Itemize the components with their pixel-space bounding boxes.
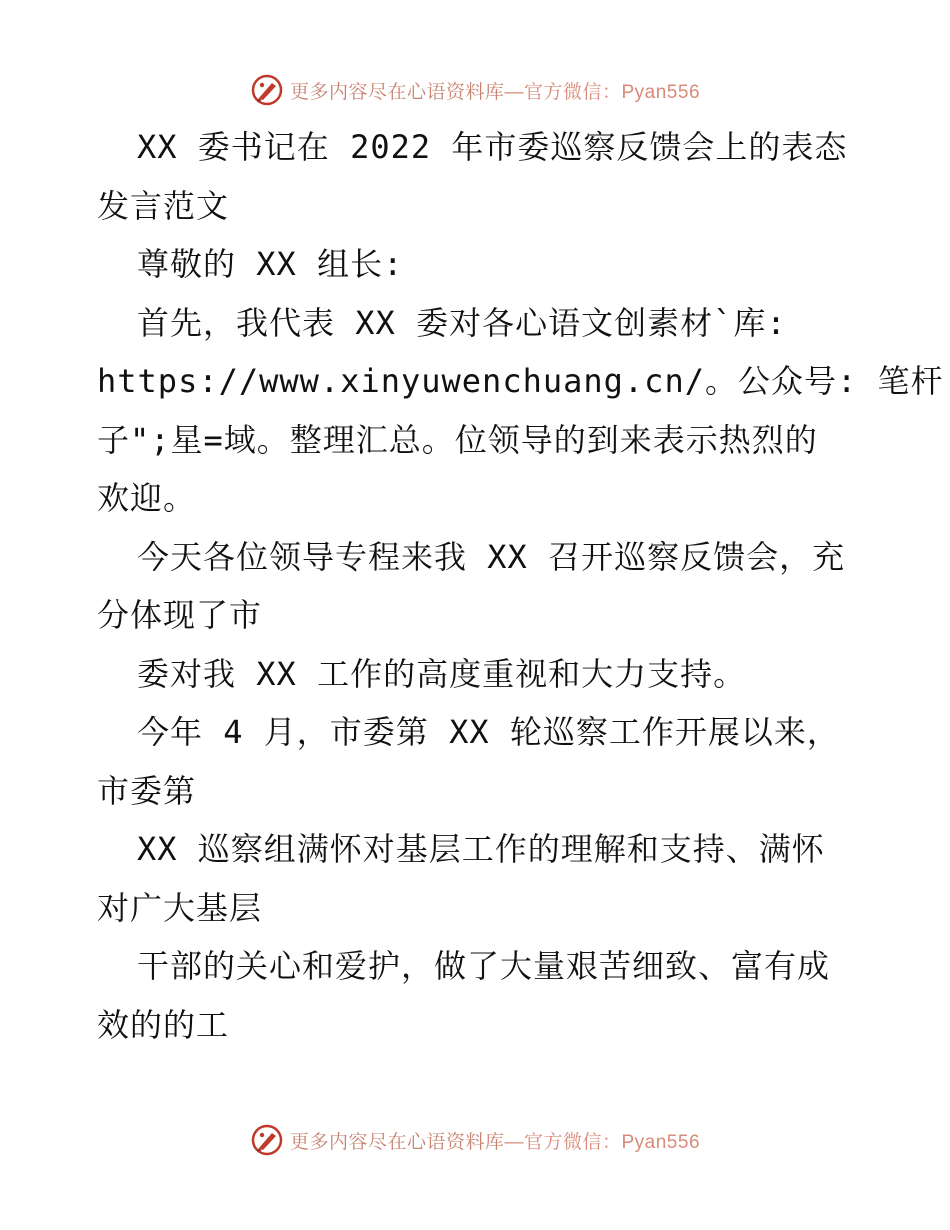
banner-site-text: 更多内容尽在心语资料库 bbox=[289, 1130, 505, 1153]
document-body bbox=[97, 118, 944, 1054]
paragraph-line: 今天各位领导专程来我 XX 召开巡察反馈会，充 bbox=[137, 537, 846, 576]
title-line-2: 发言范文 bbox=[97, 186, 230, 225]
banner-wechat-text: —官方微信：Pyan556 bbox=[504, 1131, 701, 1153]
paragraph-line: XX 巡察组满怀对基层工作的理解和支持、满怀 bbox=[137, 830, 825, 868]
banner-site-text: 更多内容尽在心语资料库 bbox=[289, 80, 505, 103]
footer-banner bbox=[0, 1120, 950, 1160]
paragraph-line: 效的的工 bbox=[97, 1005, 230, 1044]
paragraph-line: https://www.xinyuwenchuang.cn/。公众号: 笔杆 bbox=[97, 362, 944, 400]
banner-wechat-text: —官方微信：Pyan556 bbox=[504, 81, 701, 103]
pen-logo-icon bbox=[250, 1123, 284, 1157]
paragraph-line: 分体现了市 bbox=[97, 596, 263, 634]
banner-text bbox=[290, 1127, 700, 1154]
paragraph-line: 市委第 bbox=[97, 771, 197, 810]
paragraph-line: 委对我 XX 工作的高度重视和大力支持。 bbox=[137, 654, 747, 693]
paragraph-line: 对广大基层 bbox=[97, 888, 263, 927]
salutation: 尊敬的 XX 组长: bbox=[137, 245, 404, 283]
banner-text bbox=[290, 77, 700, 104]
paragraph-line: 欢迎。 bbox=[97, 479, 197, 517]
paragraph-line: 今年 4 月，市委第 XX 轮巡察工作开展以来， bbox=[137, 713, 840, 751]
header-banner bbox=[0, 70, 950, 110]
pen-logo-icon bbox=[250, 73, 284, 107]
paragraph-line: 子";星=域。整理汇总。位领导的到来表示热烈的 bbox=[97, 420, 818, 459]
paragraph-line: 干部的关心和爱护，做了大量艰苦细致、富有成 bbox=[137, 947, 831, 985]
paragraph-line: 首先，我代表 XX 委对各心语文创素材`库: bbox=[137, 303, 787, 342]
title-line-1: XX 委书记在 2022 年市委巡察反馈会上的表态 bbox=[137, 128, 848, 166]
